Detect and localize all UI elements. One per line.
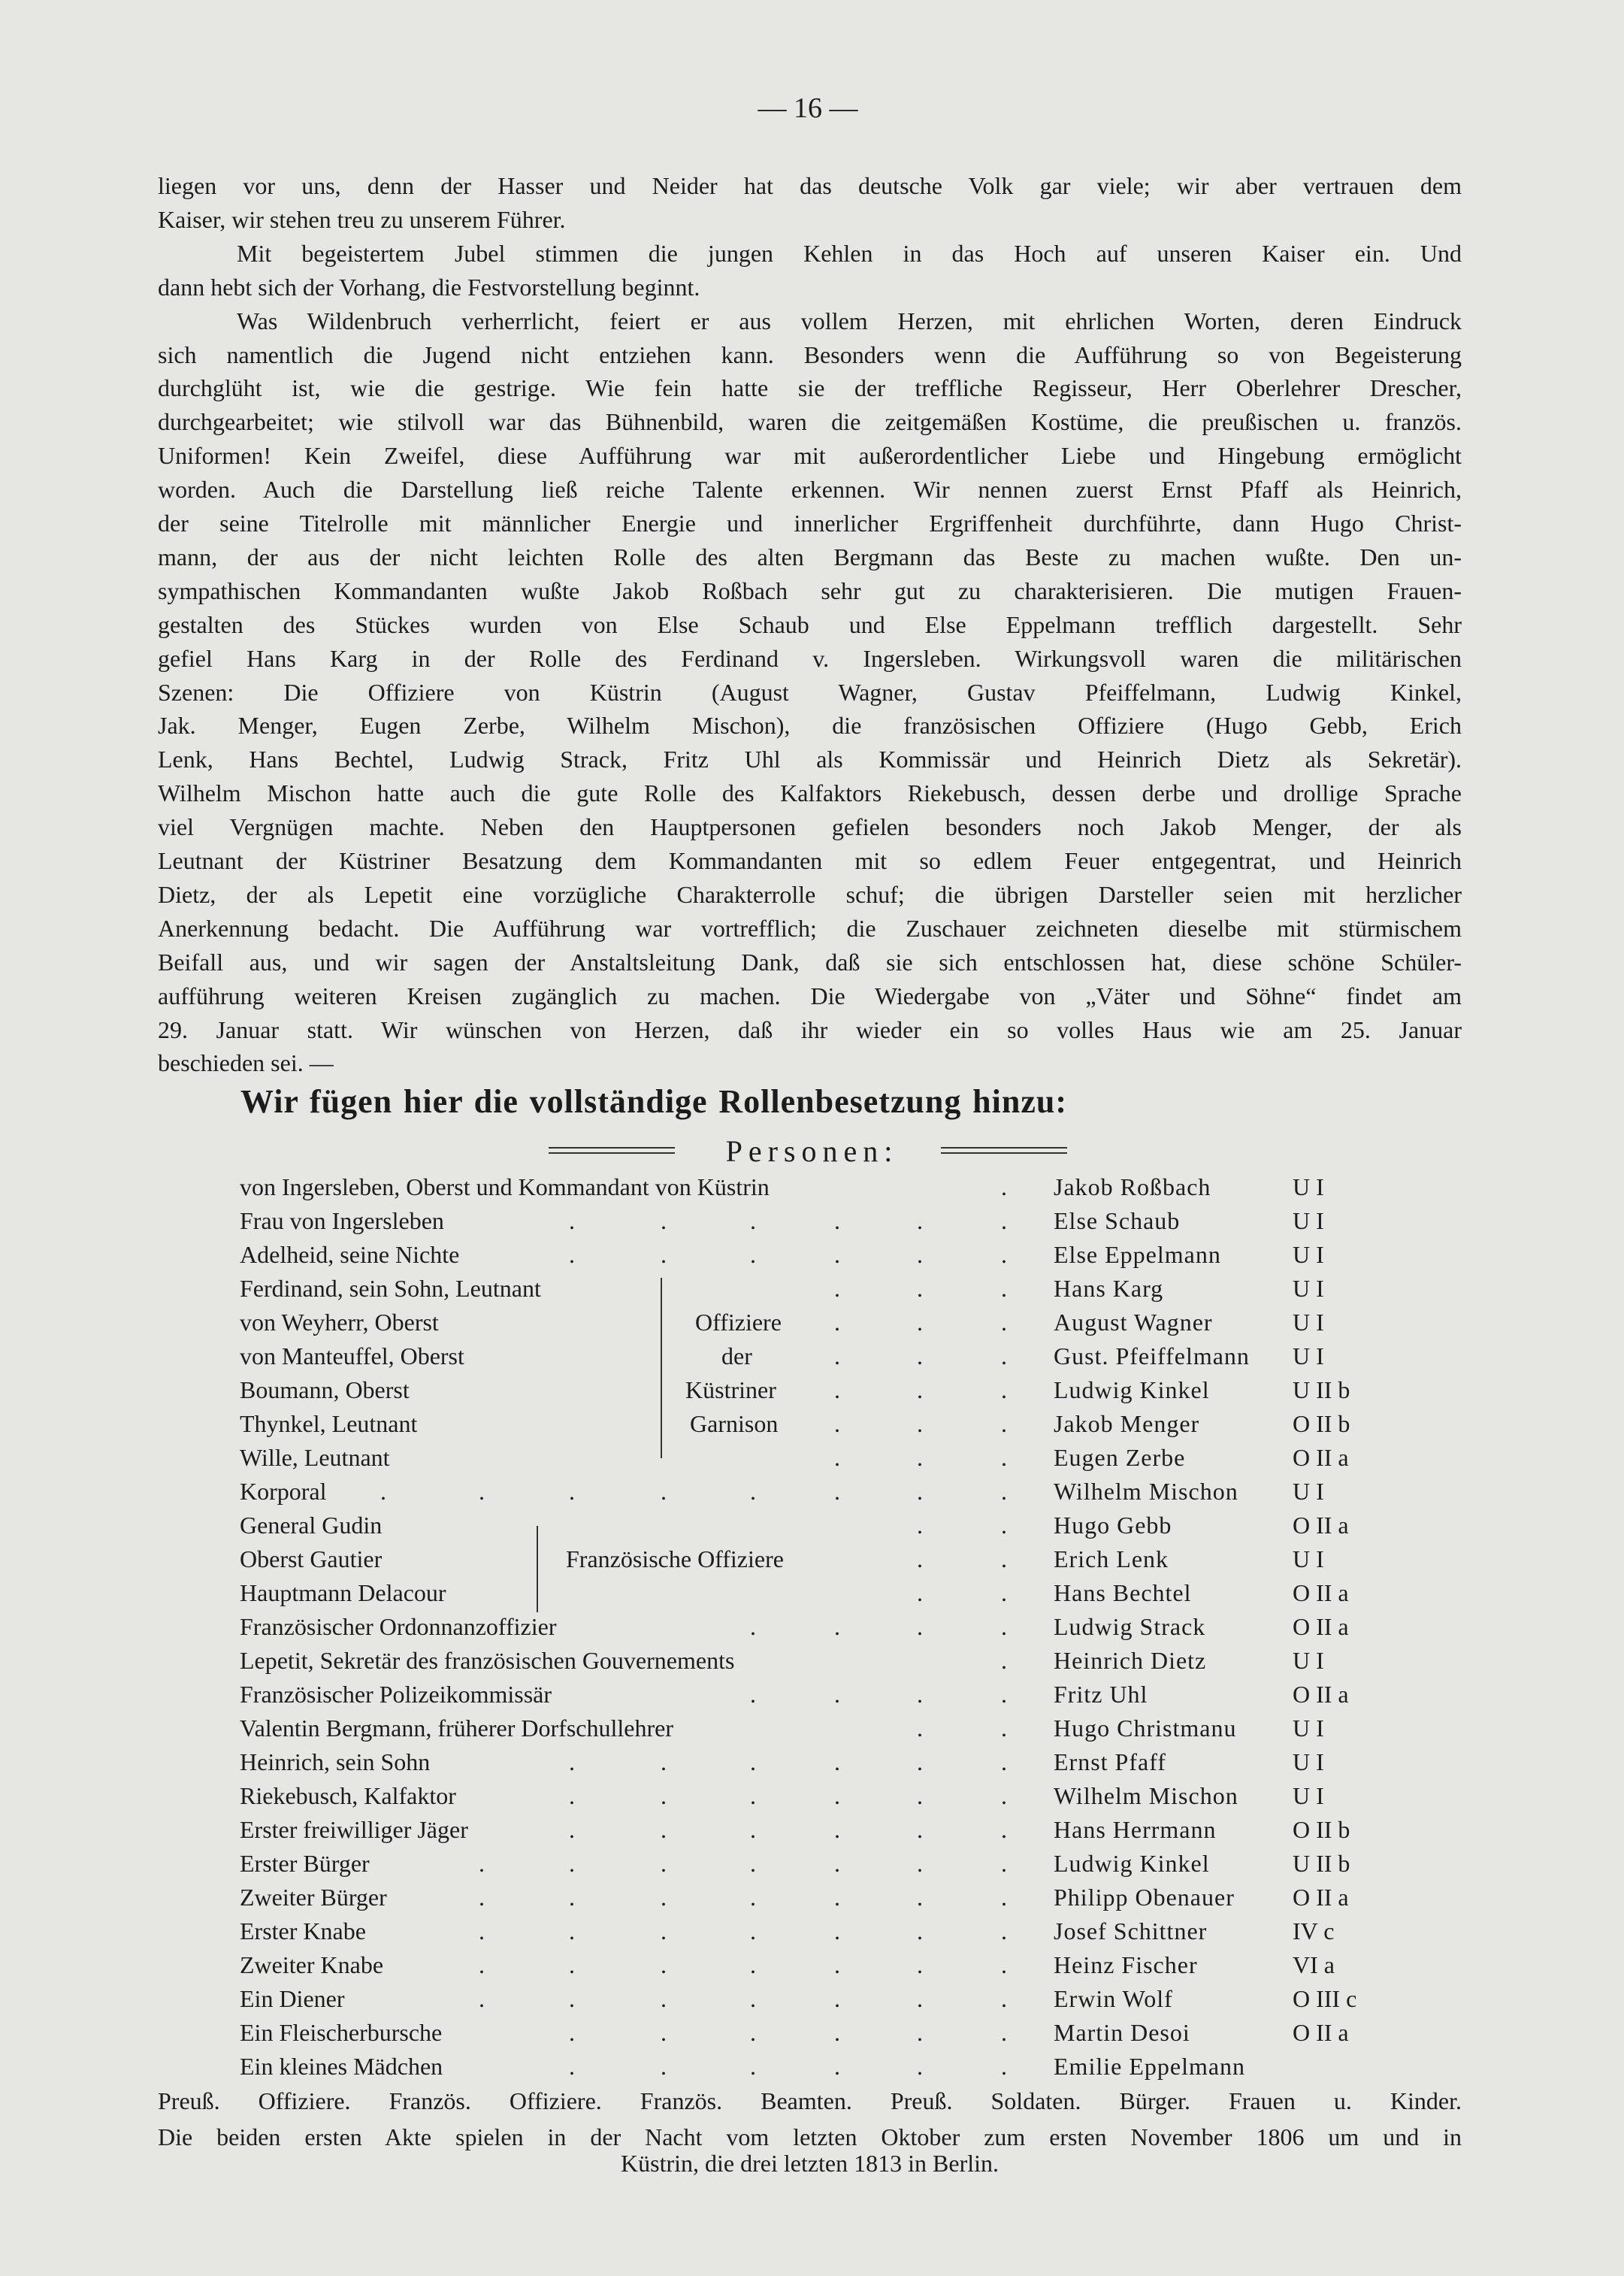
text-line: viel Vergnügen machte. Neben den Hauptpersonen gefielen besonders noch Jakob Menger, der als	[158, 813, 1462, 841]
text-line: durchgearbeitet; wie stilvoll war das Bühnenbild, waren die zeitgemäßen Kostüme, die preußischen u. französ.	[158, 408, 1462, 436]
text-line: durchglüht ist, wie die gestrige. Wie fein hatte sie der treffliche Regisseur, Herr Oberlehrer Drescher,	[158, 374, 1462, 402]
role-name: Heinrich, sein Sohn	[240, 1748, 431, 1775]
actor-name: Gust. Pfeiffelmann	[1054, 1342, 1250, 1370]
role-name: Oberst Gautier	[240, 1545, 383, 1572]
role-name: von Manteuffel, Oberst	[240, 1342, 464, 1370]
leader-dot: .	[917, 1681, 923, 1708]
leader-dot: .	[661, 1884, 667, 1911]
leader-dot: .	[569, 1884, 575, 1911]
actor-name: Ludwig Kinkel	[1054, 1376, 1210, 1403]
actor-name: Hugo Gebb	[1054, 1512, 1172, 1539]
leader-dot: .	[750, 1884, 756, 1911]
text-line: worden. Auch die Darstellung ließ reiche Talente erkennen. Wir nennen zuerst Ernst Pfaff als Heinrich,	[158, 476, 1462, 504]
actor-name: Josef Schittner	[1054, 1917, 1208, 1945]
school-class: O II b	[1293, 1816, 1350, 1843]
leader-dot: .	[1001, 1613, 1007, 1640]
cast-row	[0, 1610, 1624, 1644]
actor-name: Else Eppelmann	[1054, 1241, 1221, 1268]
leader-dot: .	[750, 2053, 756, 2080]
leader-dot: .	[834, 1782, 840, 1809]
role-name: Zweiter Bürger	[240, 1884, 387, 1911]
cast-row	[0, 2050, 1624, 2084]
role-name: Hauptmann Delacour	[240, 1579, 446, 1606]
footer-categories: Preuß. Offiziere. Französ. Offiziere. Französ. Beamten. Preuß. Soldaten. Bürger. Frauen u. Kinder.	[158, 2087, 1462, 2114]
leader-dot: .	[1001, 2053, 1007, 2080]
leader-dot: .	[917, 1884, 923, 1911]
leader-dot: .	[661, 2053, 667, 2080]
leader-dot: .	[917, 2019, 923, 2046]
actor-name: Ludwig Strack	[1054, 1613, 1206, 1640]
leader-dot: .	[1001, 1241, 1007, 1268]
leader-dot: .	[569, 1478, 575, 1505]
leader-dot: .	[917, 1376, 923, 1403]
leader-dot: .	[479, 1850, 485, 1877]
cast-row	[0, 1982, 1624, 2016]
school-class: O II a	[1293, 1512, 1349, 1539]
leader-dot: .	[750, 1241, 756, 1268]
leader-dot: .	[750, 1478, 756, 1505]
leader-dot: .	[479, 1917, 485, 1945]
text-line: Lenk, Hans Bechtel, Ludwig Strack, Fritz Uhl als Kommissär und Heinrich Dietz als Sekretär).	[158, 746, 1462, 773]
role-name: Frau von Ingersleben	[240, 1207, 444, 1234]
leader-dot: .	[1001, 1376, 1007, 1403]
role-name: Adelheid, seine Nichte	[240, 1241, 460, 1268]
leader-dot: .	[569, 2053, 575, 2080]
actor-name: Else Schaub	[1054, 1207, 1181, 1234]
text-line: Kaiser, wir stehen treu zu unserem Führer.	[158, 205, 566, 233]
cast-row	[0, 1238, 1624, 1272]
leader-dot: .	[834, 1850, 840, 1877]
leader-dot: .	[834, 1309, 840, 1336]
leader-dot: .	[1001, 1342, 1007, 1370]
leader-dot: .	[917, 1342, 923, 1370]
text-line: dann hebt sich der Vorhang, die Festvorstellung beginnt.	[158, 273, 700, 301]
leader-dot: .	[917, 1951, 923, 1978]
leader-dot: .	[834, 1376, 840, 1403]
role-name: Ein Diener	[240, 1985, 345, 2012]
text-line: sich namentlich die Jugend nicht entziehen kann. Besonders wenn die Aufführung so von Begeisterung	[158, 340, 1462, 368]
leader-dot: .	[1001, 1884, 1007, 1911]
leader-dot: .	[1001, 1207, 1007, 1234]
actor-name: Ludwig Kinkel	[1054, 1850, 1210, 1877]
role-name: von Weyherr, Oberst	[240, 1309, 439, 1336]
actor-name: Erich Lenk	[1054, 1545, 1169, 1572]
role-name: Zweiter Knabe	[240, 1951, 384, 1978]
text-line: gefiel Hans Karg in der Rolle des Ferdinand v. Ingersleben. Wirkungsvoll waren die militärischen	[158, 644, 1462, 672]
leader-dot: .	[834, 1613, 840, 1640]
leader-dot: .	[1001, 1309, 1007, 1336]
cast-row	[0, 1576, 1624, 1610]
leader-dot: .	[661, 1478, 667, 1505]
cast-row	[0, 1272, 1624, 1306]
school-class: U I	[1293, 1782, 1324, 1809]
leader-dot: .	[834, 1207, 840, 1234]
text-line: sympathischen Kommandanten wußte Jakob Roßbach sehr gut zu charakterisieren. Die mutigen Frauen-	[158, 577, 1462, 604]
school-class: U I	[1293, 1207, 1324, 1234]
school-class: IV c	[1293, 1917, 1335, 1945]
leader-dot: .	[380, 1478, 386, 1505]
leader-dot: .	[569, 1241, 575, 1268]
leader-dot: .	[917, 1748, 923, 1775]
leader-dot: .	[834, 1681, 840, 1708]
leader-dot: .	[917, 1410, 923, 1437]
leader-dot: .	[569, 1917, 575, 1945]
leader-dot: .	[917, 1207, 923, 1234]
leader-dot: .	[569, 1207, 575, 1234]
cast-row	[0, 1948, 1624, 1982]
cast-row	[0, 1373, 1624, 1407]
brace-french-officers	[537, 1526, 538, 1612]
actor-name: Jakob Roßbach	[1054, 1173, 1211, 1200]
personen-label: Personen:	[725, 1134, 899, 1168]
actor-name: Wilhelm Mischon	[1054, 1478, 1238, 1505]
leader-dot: .	[917, 1917, 923, 1945]
leader-dot: .	[750, 1985, 756, 2012]
actor-name: Heinrich Dietz	[1054, 1647, 1207, 1674]
leader-dot: .	[750, 1748, 756, 1775]
leader-dot: .	[1001, 1173, 1007, 1200]
school-class: O II a	[1293, 1579, 1349, 1606]
cast-heading: Wir fügen hier die vollständige Rollenbesetzung hinzu:	[240, 1083, 1067, 1120]
cast-row	[0, 1745, 1624, 1779]
leader-dot: .	[834, 1342, 840, 1370]
leader-dot: .	[1001, 1715, 1007, 1742]
leader-dot: .	[569, 1951, 575, 1978]
school-class: U II b	[1293, 1376, 1350, 1403]
school-class: U I	[1293, 1647, 1324, 1674]
leader-dot: .	[834, 2053, 840, 2080]
cast-row	[0, 1881, 1624, 1914]
school-class: U I	[1293, 1545, 1324, 1572]
text-line: Jak. Menger, Eugen Zerbe, Wilhelm Mischon), die französischen Offiziere (Hugo Gebb, Erich	[158, 712, 1462, 740]
text-line: Mit begeistertem Jubel stimmen die jungen Kehlen in das Hoch auf unseren Kaiser ein. Und	[237, 239, 1462, 267]
leader-dot: .	[834, 1917, 840, 1945]
actor-name: Emilie Eppelmann	[1054, 2053, 1246, 2080]
leader-dot: .	[917, 1478, 923, 1505]
cast-row	[0, 1847, 1624, 1881]
leader-dot: .	[569, 1748, 575, 1775]
group-label: Küstriner	[685, 1376, 776, 1403]
group-label: Garnison	[690, 1410, 779, 1437]
role-name: Französischer Ordonnanzoffizier	[240, 1613, 557, 1640]
role-name: Erster Knabe	[240, 1917, 366, 1945]
leader-dot: .	[750, 1681, 756, 1708]
leader-dot: .	[569, 1850, 575, 1877]
leader-dot: .	[1001, 2019, 1007, 2046]
text-line: liegen vor uns, denn der Hasser und Neider hat das deutsche Volk gar viele; wir aber vertrauen dem	[158, 172, 1462, 199]
leader-dot: .	[569, 2019, 575, 2046]
leader-dot: .	[661, 1917, 667, 1945]
actor-name: Erwin Wolf	[1054, 1985, 1173, 2012]
leader-dot: .	[917, 1579, 923, 1606]
actor-name: Hans Herrmann	[1054, 1816, 1217, 1843]
text-line: mann, der aus der nicht leichten Rolle des alten Bergmann das Beste zu machen wußte. Den un-	[158, 543, 1462, 571]
leader-dot: .	[1001, 1951, 1007, 1978]
leader-dot: .	[1001, 1410, 1007, 1437]
cast-row	[0, 1712, 1624, 1745]
leader-dot: .	[1001, 1647, 1007, 1674]
cast-row	[0, 1509, 1624, 1542]
leader-dot: .	[1001, 1850, 1007, 1877]
leader-dot: .	[661, 1951, 667, 1978]
leader-dot: .	[1001, 1748, 1007, 1775]
cast-row	[0, 1542, 1624, 1576]
leader-dot: .	[750, 1782, 756, 1809]
text-line: Dietz, der als Lepetit eine vorzügliche Charakterrolle schuf; die übrigen Darsteller seien mit herzlicher	[158, 880, 1462, 908]
role-name: Ein kleines Mädchen	[240, 2053, 443, 2080]
leader-dot: .	[834, 1478, 840, 1505]
text-line: Leutnant der Küstriner Besatzung dem Kommandanten mit so edlem Feuer entgegentrat, und Heinrich	[158, 847, 1462, 874]
leader-dot: .	[917, 1444, 923, 1471]
cast-row	[0, 1914, 1624, 1948]
leader-dot: .	[1001, 1917, 1007, 1945]
role-name: Erster Bürger	[240, 1850, 370, 1877]
actor-name: Jakob Menger	[1054, 1410, 1200, 1437]
cast-row	[0, 1306, 1624, 1339]
role-name: von Ingersleben, Oberst und Kommandant von Küstrin	[240, 1173, 770, 1200]
leader-dot: .	[661, 2019, 667, 2046]
text-line: gestalten des Stückes wurden von Else Schaub und Else Eppelmann trefflich dargestellt. Sehr	[158, 610, 1462, 638]
actor-name: Ernst Pfaff	[1054, 1748, 1166, 1775]
school-class: O II a	[1293, 1681, 1349, 1708]
text-line: Szenen: Die Offiziere von Küstrin (August Wagner, Gustav Pfeiffelmann, Ludwig Kinkel,	[158, 678, 1462, 706]
school-class: U I	[1293, 1748, 1324, 1775]
leader-dot: .	[1001, 1512, 1007, 1539]
leader-dot: .	[834, 1951, 840, 1978]
leader-dot: .	[917, 1850, 923, 1877]
school-class: U I	[1293, 1241, 1324, 1268]
school-class: O II a	[1293, 1613, 1349, 1640]
leader-dot: .	[661, 1207, 667, 1234]
cast-row	[0, 1170, 1624, 1204]
leader-dot: .	[834, 1816, 840, 1843]
text-line: Beifall aus, und wir sagen der Anstaltsleitung Dank, daß sie sich entschlossen hat, diese schöne Schüler-	[158, 948, 1462, 976]
footer-setting-line2: Küstrin, die drei letzten 1813 in Berlin.	[621, 2150, 999, 2177]
leader-dot: .	[479, 1951, 485, 1978]
divider-right	[941, 1147, 1067, 1154]
leader-dot: .	[750, 1207, 756, 1234]
leader-dot: .	[750, 1951, 756, 1978]
leader-dot: .	[917, 1309, 923, 1336]
school-class: U I	[1293, 1478, 1324, 1505]
actor-name: Eugen Zerbe	[1054, 1444, 1186, 1471]
school-class: O II b	[1293, 1410, 1350, 1437]
leader-dot: .	[1001, 1985, 1007, 2012]
leader-dot: .	[479, 1478, 485, 1505]
role-name: Französischer Polizeikommissär	[240, 1681, 552, 1708]
page-number: — 16 —	[758, 92, 858, 124]
school-class: O III c	[1293, 1985, 1357, 2012]
role-name: Erster freiwilliger Jäger	[240, 1816, 468, 1843]
school-class: U I	[1293, 1715, 1324, 1742]
actor-name: Martin Desoi	[1054, 2019, 1190, 2046]
leader-dot: .	[569, 1985, 575, 2012]
leader-dot: .	[917, 1782, 923, 1809]
school-class: O II a	[1293, 1884, 1349, 1911]
leader-dot: .	[834, 1748, 840, 1775]
cast-row	[0, 1813, 1624, 1847]
leader-dot: .	[750, 1613, 756, 1640]
leader-dot: .	[479, 1985, 485, 2012]
group-label-french: Französische Offiziere	[566, 1545, 784, 1572]
leader-dot: .	[750, 1917, 756, 1945]
leader-dot: .	[750, 1850, 756, 1877]
text-line: Wilhelm Mischon hatte auch die gute Rolle des Kalfaktors Riekebusch, dessen derbe und drollige Sprache	[158, 779, 1462, 807]
text-line: 29. Januar statt. Wir wünschen von Herzen, daß ihr wieder ein so volles Haus wie am 25. Januar	[158, 1015, 1462, 1043]
cast-row	[0, 1644, 1624, 1678]
group-label: Offiziere	[695, 1309, 782, 1336]
text-line: Was Wildenbruch verherrlicht, feiert er aus vollem Herzen, mit ehrlichen Worten, deren Eindruck	[237, 307, 1462, 334]
role-name: Valentin Bergmann, früherer Dorfschullehrer	[240, 1715, 673, 1742]
leader-dot: .	[479, 1884, 485, 1911]
school-class: U I	[1293, 1275, 1324, 1302]
leader-dot: .	[917, 1715, 923, 1742]
leader-dot: .	[917, 1241, 923, 1268]
school-class: U II b	[1293, 1850, 1350, 1877]
leader-dot: .	[834, 2019, 840, 2046]
leader-dot: .	[1001, 1681, 1007, 1708]
school-class: O II a	[1293, 1444, 1349, 1471]
school-class: U I	[1293, 1309, 1324, 1336]
role-name: Thynkel, Leutnant	[240, 1410, 418, 1437]
actor-name: Hans Bechtel	[1054, 1579, 1192, 1606]
leader-dot: .	[917, 1545, 923, 1572]
leader-dot: .	[661, 1241, 667, 1268]
role-name: Riekebusch, Kalfaktor	[240, 1782, 456, 1809]
cast-row	[0, 1678, 1624, 1712]
leader-dot: .	[917, 1985, 923, 2012]
text-line: der seine Titelrolle mit männlicher Energie und innerlicher Ergriffenheit durchführte, dann Hugo Christ-	[158, 510, 1462, 537]
leader-dot: .	[834, 1444, 840, 1471]
leader-dot: .	[834, 1275, 840, 1302]
leader-dot: .	[1001, 1275, 1007, 1302]
cast-row	[0, 2016, 1624, 2050]
leader-dot: .	[661, 1985, 667, 2012]
cast-row	[0, 1407, 1624, 1441]
role-name: Wille, Leutnant	[240, 1444, 390, 1471]
leader-dot: .	[917, 2053, 923, 2080]
leader-dot: .	[750, 1816, 756, 1843]
leader-dot: .	[834, 1985, 840, 2012]
leader-dot: .	[569, 1816, 575, 1843]
leader-dot: .	[661, 1816, 667, 1843]
cast-row	[0, 1441, 1624, 1475]
cast-row	[0, 1779, 1624, 1813]
school-class: O II a	[1293, 2019, 1349, 2046]
leader-dot: .	[661, 1850, 667, 1877]
leader-dot: .	[1001, 1478, 1007, 1505]
leader-dot: .	[1001, 1545, 1007, 1572]
text-line: beschieden sei. —	[158, 1049, 334, 1077]
leader-dot: .	[569, 1782, 575, 1809]
leader-dot: .	[917, 1816, 923, 1843]
leader-dot: .	[917, 1275, 923, 1302]
leader-dot: .	[661, 1782, 667, 1809]
actor-name: Fritz Uhl	[1054, 1681, 1148, 1708]
leader-dot: .	[750, 2019, 756, 2046]
cast-row	[0, 1339, 1624, 1373]
leader-dot: .	[834, 1410, 840, 1437]
leader-dot: .	[917, 1613, 923, 1640]
group-label: der	[721, 1342, 752, 1370]
leader-dot: .	[917, 1512, 923, 1539]
school-class: U I	[1293, 1342, 1324, 1370]
leader-dot: .	[1001, 1444, 1007, 1471]
actor-name: Hans Karg	[1054, 1275, 1164, 1302]
leader-dot: .	[1001, 1782, 1007, 1809]
text-line: Uniformen! Kein Zweifel, diese Aufführung war mit außerordentlicher Liebe und Hingebung ermöglicht	[158, 442, 1462, 470]
leader-dot: .	[834, 1884, 840, 1911]
brace-prussian-officers	[661, 1278, 662, 1458]
actor-name: Philipp Obenauer	[1054, 1884, 1235, 1911]
footer-setting-line1: Die beiden ersten Akte spielen in der Nacht vom letzten Oktober zum ersten November 1806 um und in	[158, 2123, 1462, 2150]
cast-row	[0, 1475, 1624, 1509]
school-class: VI a	[1293, 1951, 1335, 1978]
leader-dot: .	[834, 1241, 840, 1268]
role-name: Lepetit, Sekretär des französischen Gouvernements	[240, 1647, 735, 1674]
actor-name: Heinz Fischer	[1054, 1951, 1198, 1978]
text-line: aufführung weiteren Kreisen zugänglich zu machen. Die Wiedergabe von „Väter und Söhne“ findet am	[158, 982, 1462, 1009]
role-name: Ferdinand, sein Sohn, Leutnant	[240, 1275, 541, 1302]
role-name: Ein Fleischerbursche	[240, 2019, 443, 2046]
school-class: U I	[1293, 1173, 1324, 1200]
actor-name: Hugo Christmanu	[1054, 1715, 1237, 1742]
leader-dot: .	[661, 1748, 667, 1775]
role-name: General Gudin	[240, 1512, 383, 1539]
role-name: Korporal	[240, 1478, 327, 1505]
text-line: Anerkennung bedacht. Die Aufführung war vortrefflich; die Zuschauer zeichneten dieselbe mit stürmischem	[158, 914, 1462, 942]
actor-name: August Wagner	[1054, 1309, 1213, 1336]
cast-row	[0, 1204, 1624, 1238]
role-name: Boumann, Oberst	[240, 1376, 410, 1403]
leader-dot: .	[1001, 1816, 1007, 1843]
actor-name: Wilhelm Mischon	[1054, 1782, 1238, 1809]
leader-dot: .	[1001, 1579, 1007, 1606]
